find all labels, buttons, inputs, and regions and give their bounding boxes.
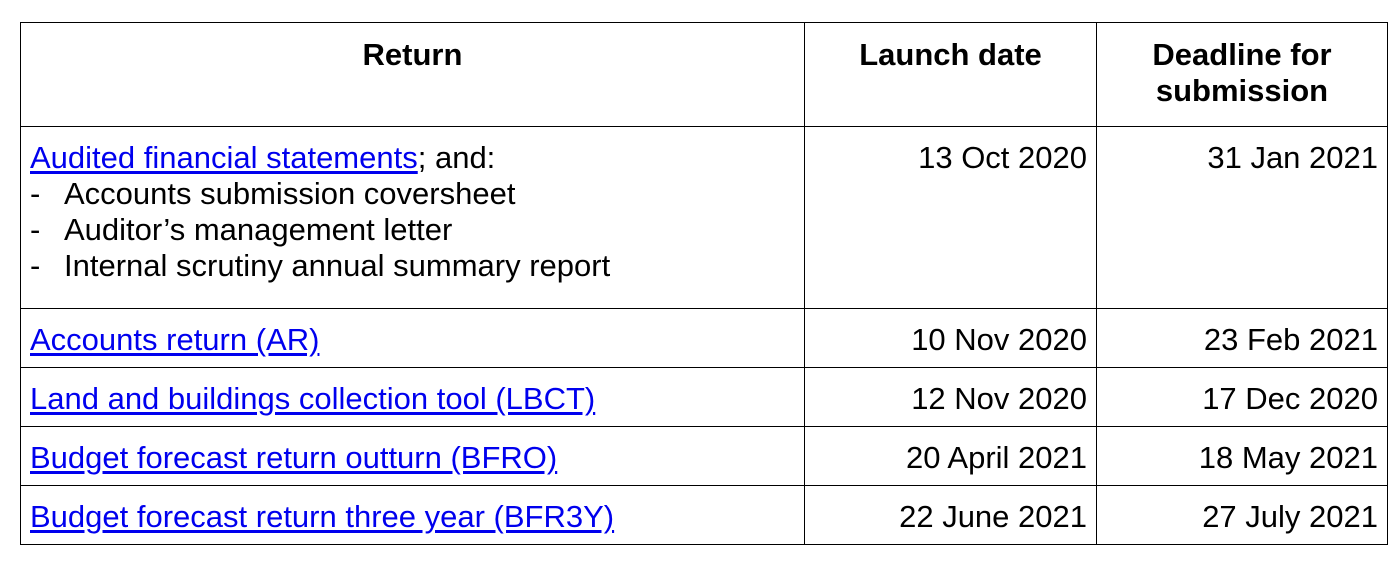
land-buildings-collection-tool-link[interactable]: Land and buildings collection tool (LBCT)	[30, 381, 596, 416]
sub-item-list	[30, 176, 795, 284]
header-launch-date: Launch date	[805, 23, 1097, 127]
return-cell	[21, 427, 805, 486]
launch-date-cell: 20 April 2021	[805, 427, 1097, 486]
table-row	[21, 486, 1388, 545]
return-cell	[21, 368, 805, 427]
table-header-row	[21, 23, 1388, 127]
deadline-cell: 27 July 2021	[1097, 486, 1388, 545]
returns-table	[20, 22, 1388, 545]
return-cell	[21, 309, 805, 368]
launch-date-cell: 10 Nov 2020	[805, 309, 1097, 368]
table-row	[21, 309, 1388, 368]
sub-item-label: Internal scrutiny annual summary report	[64, 248, 611, 283]
dash-marker: -	[30, 212, 41, 247]
deadline-cell: 23 Feb 2021	[1097, 309, 1388, 368]
deadline-cell: 18 May 2021	[1097, 427, 1388, 486]
return-suffix: ; and:	[417, 140, 496, 175]
list-item	[30, 212, 795, 248]
sub-item-label: Auditor’s management letter	[64, 212, 453, 247]
list-item	[30, 176, 795, 212]
launch-date-cell: 22 June 2021	[805, 486, 1097, 545]
header-deadline: Deadline for submission	[1097, 23, 1388, 127]
budget-forecast-outturn-link[interactable]: Budget forecast return outturn (BFRO)	[30, 440, 558, 475]
audited-financial-statements-link[interactable]: Audited financial statements	[30, 140, 418, 175]
return-cell	[21, 127, 805, 309]
budget-forecast-three-year-link[interactable]: Budget forecast return three year (BFR3Y)	[30, 499, 615, 534]
launch-date-cell: 13 Oct 2020	[805, 127, 1097, 309]
header-return: Return	[21, 23, 805, 127]
dash-marker: -	[30, 176, 41, 211]
list-item	[30, 248, 795, 284]
table-row	[21, 127, 1388, 309]
launch-date-cell: 12 Nov 2020	[805, 368, 1097, 427]
deadline-cell: 17 Dec 2020	[1097, 368, 1388, 427]
table-row	[21, 368, 1388, 427]
table-row	[21, 427, 1388, 486]
return-cell	[21, 486, 805, 545]
deadline-cell: 31 Jan 2021	[1097, 127, 1388, 309]
accounts-return-link[interactable]: Accounts return (AR)	[30, 322, 320, 357]
dash-marker: -	[30, 248, 41, 283]
sub-item-label: Accounts submission coversheet	[64, 176, 516, 211]
